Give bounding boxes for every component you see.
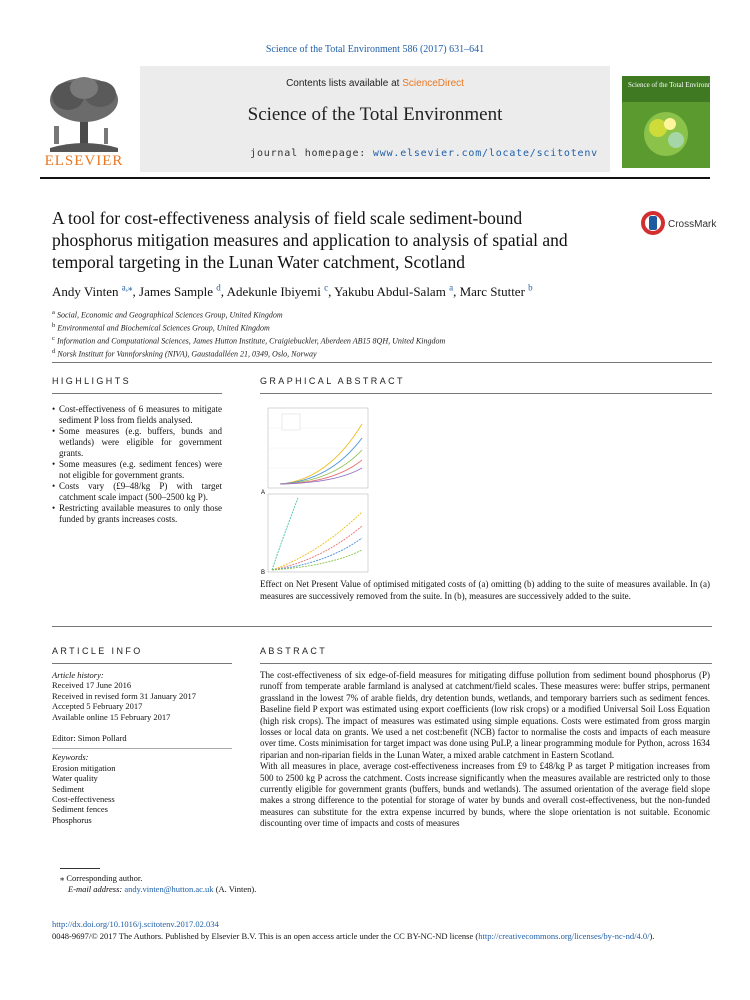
section-divider	[52, 663, 232, 664]
ga-chart-image	[258, 404, 378, 576]
history-label: Article history:	[52, 670, 104, 680]
crossmark-label: CrossMark	[668, 219, 717, 230]
affiliation: $^b$ Environmental and Biochemical Sciences Group, United Kingdom	[52, 322, 270, 333]
section-divider	[260, 393, 712, 394]
keyword: Water quality	[52, 773, 98, 784]
graphical-abstract-heading: GRAPHICAL ABSTRACT	[260, 376, 405, 386]
abstract-body	[260, 670, 710, 830]
author-list	[52, 283, 533, 300]
section-divider	[52, 626, 712, 627]
license-line: 0048-9697/© 2017 The Authors. Published by Elsevier B.V. This is an open access article under the CC BY-NC-ND license (http://creativecommons.org/licenses/by-nc-nd/4.0/).	[52, 931, 655, 941]
keywords-label: Keywords:	[52, 752, 89, 763]
author[interactable]: Andy Vinten $^{a,⁎}$,	[52, 283, 140, 300]
affiliation: $^c$ Information and Computational Sciences, James Hutton Institute, Craigiebuckler, Aberdeen AB15 8QH, United Kingdom	[52, 335, 446, 346]
history-item: Accepted 5 February 2017	[52, 701, 143, 712]
keyword: Sediment fences	[52, 804, 108, 815]
author[interactable]: Yakubu Abdul-Salam $^a$,	[334, 283, 460, 300]
affiliation: $^a$ Social, Economic and Geographical Sciences Group, United Kingdom	[52, 309, 283, 320]
publication-info	[52, 918, 712, 942]
history-item: Available online 15 February 2017	[52, 711, 171, 722]
email-line: E-mail address: andy.vinten@hutton.ac.uk (A. Vinten).	[68, 884, 257, 894]
journal-citation[interactable]: Science of the Total Environment 586 (2017) 631–641	[265, 44, 485, 55]
sciencedirect-link[interactable]: ScienceDirect	[402, 78, 464, 89]
section-divider	[52, 748, 232, 749]
author[interactable]: Adekunle Ibiyemi $^c$,	[226, 283, 335, 300]
footnote	[60, 873, 256, 895]
cover-image	[622, 76, 722, 168]
doi-link[interactable]: http://dx.doi.org/10.1016/j.scitotenv.2017.02.034	[52, 919, 219, 929]
keyword: Sediment	[52, 783, 85, 794]
crossmark-icon	[640, 210, 720, 236]
highlight-item: • Some measures (e.g. buffers, bunds and wetlands) were eligible for government grants.	[52, 426, 222, 459]
highlights-list	[52, 404, 222, 525]
abstract-paragraph: With all measures in place, average cost-effectiveness increases from £9 to £48/kg P as target P mitigation increases from 500 to 2500 kg P across the catchment. Costs increase significantly when the measures available are restricted only to those currently eligible for government grants (buffers, bunds and wetlands). The assumed orientation of the average field slope makes a strong difference to the potential for storage of water by bunds and overall cost-effectiveness, but the non-funded measures can substitute for the extra expense incurred by bunds, where the slope orientation is not suitable. Economic discounting over time of impacts and costs of measures	[260, 761, 710, 829]
keyword: Phosphorus	[52, 814, 92, 825]
elsevier-wordmark: ELSEVIER	[44, 153, 124, 169]
homepage-label: journal homepage:	[250, 148, 373, 159]
article-info-heading: ARTICLE INFO	[52, 646, 143, 656]
elsevier-logo[interactable]	[40, 74, 128, 170]
article-title: A tool for cost-effectiveness analysis of field scale sediment-bound phosphorus mitigation measures and application to analysis of spatial and temporal targeting in the Lunan Water catchment, Scotland	[52, 208, 568, 272]
header-rule	[40, 177, 710, 179]
email-link[interactable]: andy.vinten@hutton.ac.uk	[124, 884, 214, 894]
history-item: Received 17 June 2016	[52, 680, 132, 691]
section-divider	[52, 362, 712, 363]
highlight-item: • Restricting available measures to only those funded by grants increases costs.	[52, 503, 222, 525]
contents-prefix: Contents lists available at	[286, 78, 403, 89]
section-divider	[52, 393, 222, 394]
contents-line	[140, 78, 610, 89]
section-divider	[260, 663, 712, 664]
highlight-item: • Some measures (e.g. sediment fences) were not eligible for government grants.	[52, 459, 222, 481]
cover-title: Science of the Total Environment	[628, 81, 722, 89]
abstract-heading: ABSTRACT	[260, 646, 328, 656]
ga-panel-a-label: A	[261, 490, 266, 496]
graphical-abstract-caption: Effect on Net Present Value of optimised mitigated costs of (a) omitting (b) adding to the suite of measures available. In (a) measures are successively removed from the suite. In (b), measures are successively added to the suite.	[260, 579, 710, 601]
graphical-abstract-figure[interactable]	[258, 404, 378, 576]
article-info	[52, 670, 232, 825]
journal-cover-thumbnail[interactable]	[622, 76, 722, 168]
highlight-item: • Cost-effectiveness of 6 measures to mitigate sediment P loss from fields analysed.	[52, 404, 222, 426]
footnote-rule	[60, 868, 100, 869]
journal-title[interactable]: Science of the Total Environment	[247, 104, 503, 125]
journal-homepage	[250, 148, 598, 159]
journal-header	[40, 66, 722, 172]
affiliations	[52, 308, 445, 361]
crossmark-badge[interactable]	[640, 210, 720, 236]
highlights-heading: HIGHLIGHTS	[52, 376, 132, 386]
ga-panel-b-label: B	[261, 570, 266, 576]
journal-banner	[140, 66, 610, 172]
homepage-link[interactable]: www.elsevier.com/locate/scitotenv	[372, 148, 598, 159]
license-link[interactable]: http://creativecommons.org/licenses/by-nc-nd/4.0/	[478, 931, 650, 941]
editor: Editor: Simon Pollard	[52, 733, 127, 744]
history-item: Received in revised form 31 January 2017	[52, 690, 196, 701]
author[interactable]: James Sample $^d$,	[139, 283, 227, 300]
keyword: Cost-effectiveness	[52, 794, 115, 805]
affiliation: $^d$ Norsk Institutt for Vannforskning (NIVA), Gaustadalléen 21, 0349, Oslo, Norway	[52, 348, 317, 360]
abstract-paragraph: The cost-effectiveness of six edge-of-field measures for mitigating diffuse pollution from sediment bound phosphorus (P) runoff from temperate arable farmland is analysed at catchment/field scales. These measures were: buffer strips, permanent grassland in the lowest 7% of arable fields, dry detention bunds, wetlands, and temporary barriers such as sediment fences. Baseline field P export was estimated using export coefficients (low risk crops) or a modified Universal Soil Loss Equation (high risk crops). The impact of measures was estimated using simple equations. Costs were estimated from gross margin losses or local data on grants. We used a net cost:benefit (NCB) factor to normalise the costs and impacts of each measure over time. Costs minimisation for target impact was done using PuLP, a linear programming module for Python, across 1634 riparian and non-riparian fields in the Lunan Water, a mixed arable catchment in Eastern Scotland.	[260, 670, 710, 760]
corresponding-author-note: ⁎ Corresponding author.	[60, 873, 143, 883]
author[interactable]: Marc Stutter $^b$	[459, 283, 533, 300]
keyword: Erosion mitigation	[52, 762, 116, 773]
highlight-item: • Costs vary (£9–48/kg P) with target catchment scale impact (500–2500 kg P).	[52, 481, 222, 503]
elsevier-tree-icon	[40, 74, 128, 152]
